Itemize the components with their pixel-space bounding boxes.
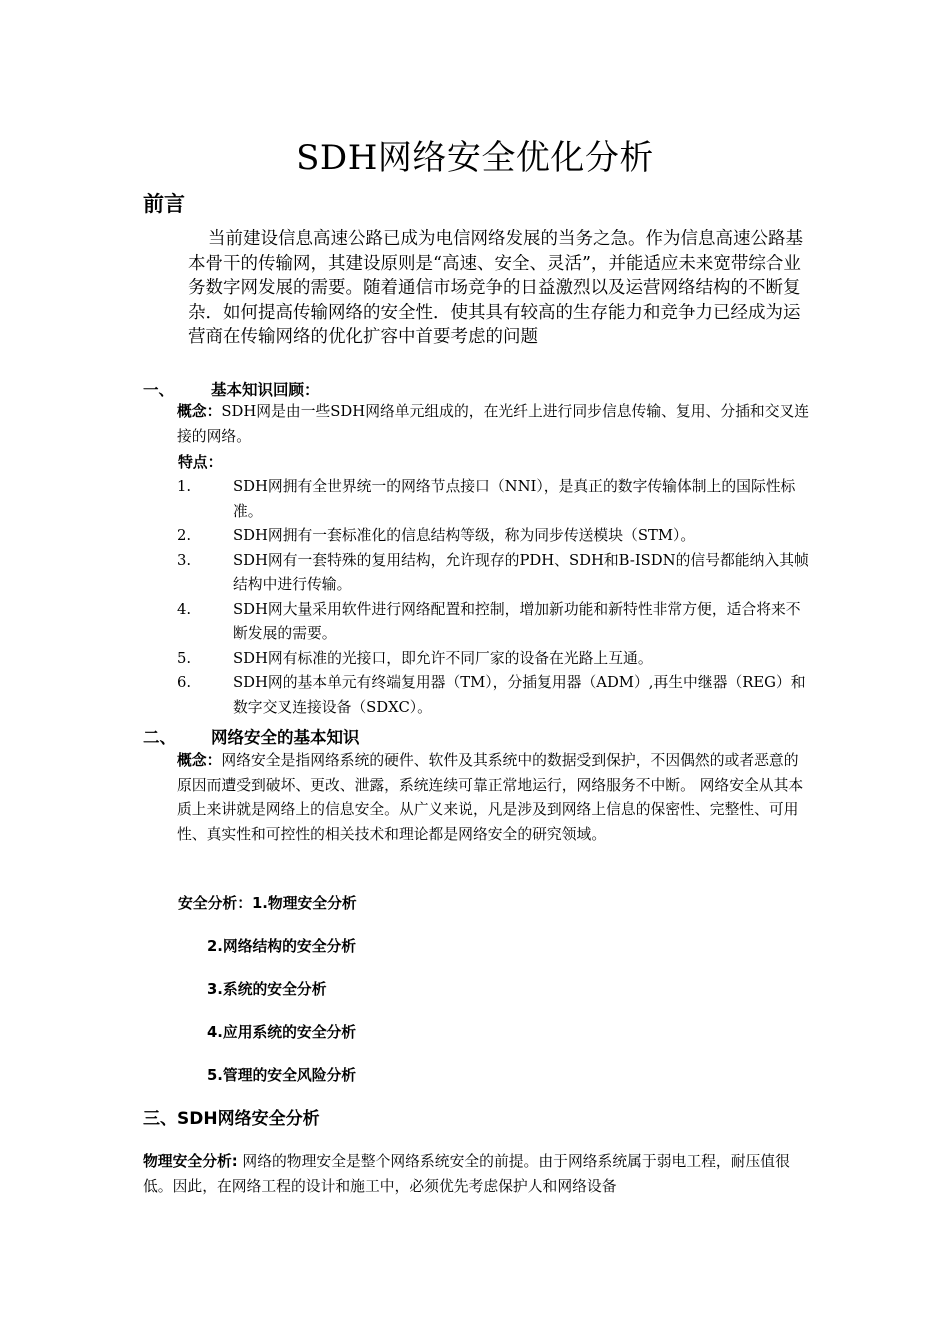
analysis-label: 安全分析： [178, 895, 252, 912]
list-item [177, 647, 810, 672]
list-item [177, 549, 810, 598]
list-item-number: 4. [177, 600, 192, 618]
section-2-number: 二、 [143, 728, 176, 747]
analysis-item: 5.管理的安全风险分析 [207, 1067, 357, 1084]
section-2-concept-label: 概念： [177, 752, 222, 769]
list-item-number: 3. [177, 551, 192, 569]
list-item-number: 2. [177, 527, 192, 544]
list-item-number: 5. [177, 649, 192, 667]
section-1-concept-label: 概念： [177, 403, 222, 420]
list-item [177, 524, 810, 549]
analysis-item: 1.物理安全分析 [252, 895, 357, 912]
analysis-item: 3.系统的安全分析 [207, 981, 327, 998]
list-item-text: SDH网拥有全世界统一的网络节点接口（NNI），是真正的数字传输体制上的国际性标准。 [233, 478, 796, 520]
list-item-text: SDH网大量采用软件进行网络配置和控制，增加新功能和新特性非常方便，适合将来不断发展的需要。 [233, 600, 801, 642]
section-1-heading [143, 378, 320, 400]
features-list [177, 475, 810, 720]
list-item [177, 671, 810, 720]
section-2-concept [177, 749, 810, 847]
analysis-item: 2.网络结构的安全分析 [207, 938, 357, 955]
section-2-heading [143, 724, 360, 748]
document-title: SDH网络安全优化分析 [296, 138, 654, 178]
list-item [177, 598, 810, 647]
section-1-number: 一、 [143, 381, 175, 399]
list-item-text: SDH网有一套特殊的复用结构，允许现存的PDH、SDH和B-ISDN的信号都能纳入其帧结构中进行传输。 [233, 551, 809, 593]
features-label: 特点： [178, 454, 223, 471]
section-3-label: 物理安全分析: [143, 1153, 238, 1170]
section-2-title: 网络安全的基本知识 [211, 728, 360, 747]
section-1-concept-text: SDH网是由一些SDH网络单元组成的，在光纤上进行同步信息传输、复用、分插和交叉连接的网络。 [177, 403, 810, 445]
list-item-text: SDH网的基本单元有终端复用器（TM），分插复用器（ADM）,再生中继器（REG）和数字交叉连接设备（SDXC）。 [233, 674, 806, 716]
analysis-line-1 [178, 892, 357, 913]
analysis-item: 4.应用系统的安全分析 [207, 1024, 357, 1041]
section-3-heading: 三、SDH网络安全分析 [143, 1109, 320, 1129]
list-item-number: 1. [177, 478, 192, 495]
preface-heading: 前言 [143, 192, 185, 216]
preface-text: 当前建设信息高速公路已成为电信网络发展的当务之急。作为信息高速公路基本骨干的传输网，其建设原则是“高速、安全、灵活”，并能适应未来宽带综合业务数字网发展的需要。随着通信市场竞争的日益激烈以及运营网络结构的不断复杂．如何提高传输网络的安全性．使其具有较高的生存能力和竞争力已经成为运营商在传输网络的优化扩容中首要考虑的问题 [188, 229, 803, 348]
list-item-text: SDH网有标准的光接口，即允许不同厂家的设备在光路上互通。 [233, 649, 653, 667]
list-item [177, 475, 810, 524]
section-2-concept-text: 网络安全是指网络系统的硬件、软件及其系统中的数据受到保护，不因偶然的或者恶意的原因而遭受到破坏、更改、泄露，系统连续可靠正常地运行，网络服务不中断。 网络安全从其本质上来讲就是网络上的信息安全。从广义来说，凡是涉及到网络上信息的保密性、完整性、可用性、真实性和可控性的相关技术和理论都是网络安全的研究领域。 [177, 752, 804, 843]
section-1-concept [177, 400, 810, 449]
section-1-title: 基本知识回顾： [211, 381, 320, 399]
preface-paragraph [188, 227, 808, 350]
section-3-paragraph [143, 1150, 808, 1199]
section-3-text: 网络的物理安全是整个网络系统安全的前提。由于网络系统属于弱电工程，耐压值很低。因此，在网络工程的设计和施工中，必须优先考虑保护人和网络设备 [143, 1153, 790, 1195]
list-item-number: 6. [177, 674, 192, 691]
list-item-text: SDH网拥有一套标准化的信息结构等级，称为同步传送模块（STM）。 [233, 527, 696, 544]
